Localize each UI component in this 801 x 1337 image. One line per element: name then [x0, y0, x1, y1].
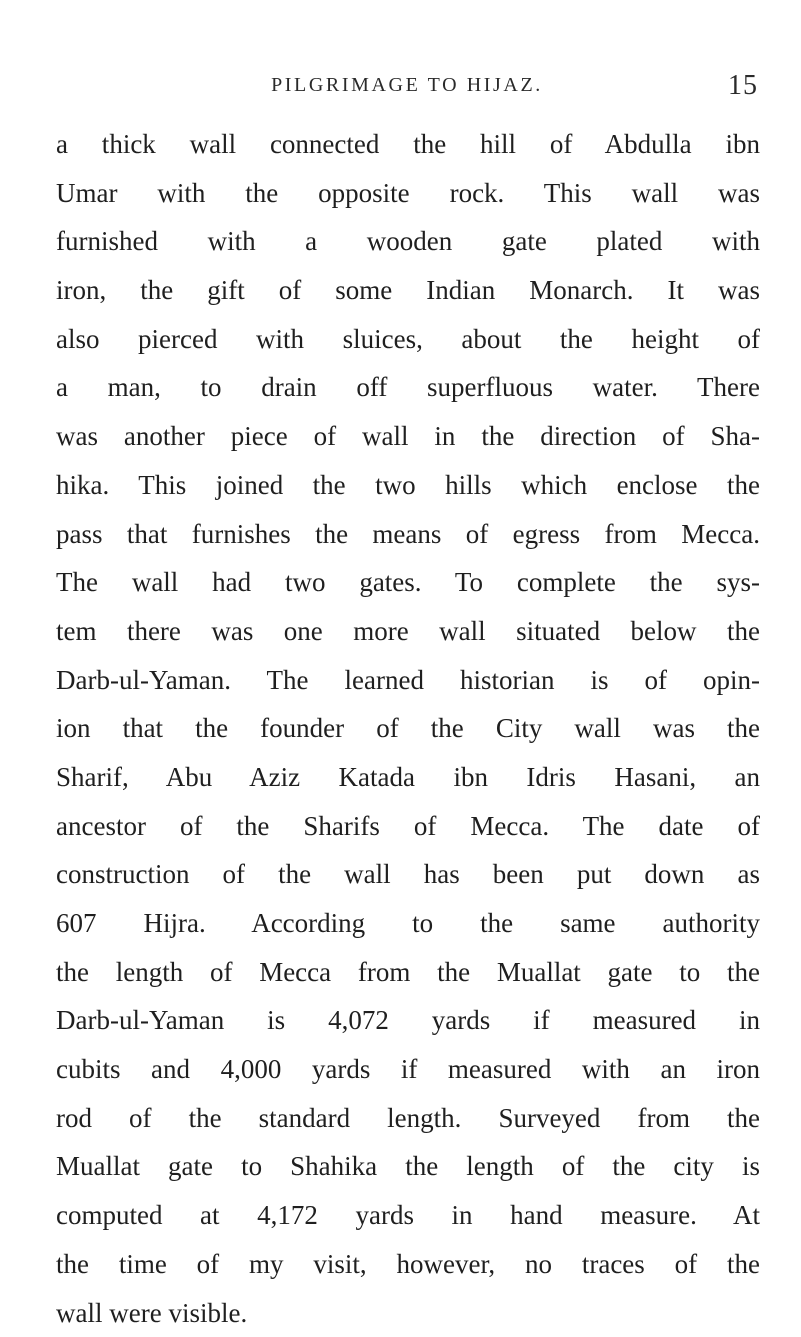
- running-title: PILGRIMAGE TO HIJAZ.: [56, 74, 758, 97]
- text-line: a thick wall connected the hill of Abdulla ibn: [56, 120, 760, 169]
- text-line: iron, the gift of some Indian Monarch. It was: [56, 266, 760, 315]
- body-paragraph: [56, 120, 760, 1337]
- text-line: Darb-ul-Yaman is 4,072 yards if measured in: [56, 996, 760, 1045]
- text-line: the time of my visit, however, no traces of the: [56, 1240, 760, 1289]
- text-line: construction of the wall has been put down as: [56, 850, 760, 899]
- page-number: 15: [728, 70, 758, 102]
- text-line: Muallat gate to Shahika the length of the city is: [56, 1142, 760, 1191]
- text-line: Sharif, Abu Aziz Katada ibn Idris Hasani, an: [56, 753, 760, 802]
- text-line: also pierced with sluices, about the height of: [56, 315, 760, 364]
- text-line: wall were visible.: [56, 1289, 760, 1337]
- text-line: ion that the founder of the City wall was the: [56, 704, 760, 753]
- text-line: computed at 4,172 yards in hand measure. At: [56, 1191, 760, 1240]
- text-line: furnished with a wooden gate plated with: [56, 217, 760, 266]
- text-line: cubits and 4,000 yards if measured with an iron: [56, 1045, 760, 1094]
- text-line: the length of Mecca from the Muallat gate to the: [56, 948, 760, 997]
- text-line: pass that furnishes the means of egress from Mecca.: [56, 510, 760, 559]
- text-line: Darb-ul-Yaman. The learned historian is of opin-: [56, 656, 760, 705]
- text-line: tem there was one more wall situated below the: [56, 607, 760, 656]
- running-head: [56, 74, 758, 110]
- text-line: hika. This joined the two hills which enclose the: [56, 461, 760, 510]
- text-line: ancestor of the Sharifs of Mecca. The date of: [56, 802, 760, 851]
- text-line: Umar with the opposite rock. This wall was: [56, 169, 760, 218]
- text-line: 607 Hijra. According to the same authority: [56, 899, 760, 948]
- text-line: was another piece of wall in the direction of Sha-: [56, 412, 760, 461]
- text-line: The wall had two gates. To complete the sys-: [56, 558, 760, 607]
- text-line: rod of the standard length. Surveyed from the: [56, 1094, 760, 1143]
- text-line: a man, to drain off superfluous water. There: [56, 363, 760, 412]
